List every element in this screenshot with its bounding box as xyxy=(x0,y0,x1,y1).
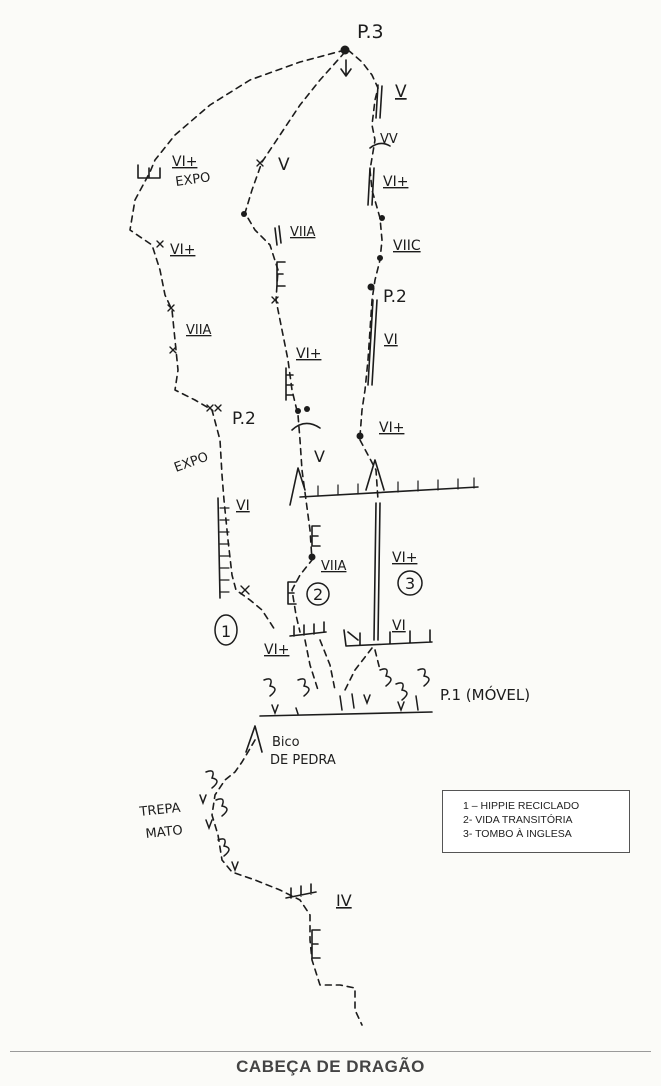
route-number-1: 1 xyxy=(221,622,232,641)
route-3-base-mark xyxy=(348,632,358,640)
route-1-crack-ticks xyxy=(220,508,229,592)
approach-ledge xyxy=(286,884,316,898)
grade-r1-b: VIIA xyxy=(186,323,212,338)
link-to-p1-c xyxy=(345,648,372,690)
bolt-dots xyxy=(241,46,385,561)
link-to-p1-d xyxy=(375,650,380,670)
grade-r3-a: VI+ xyxy=(383,174,409,190)
bolt-e-2 xyxy=(312,526,320,546)
ledge-route-3 xyxy=(344,630,432,646)
label-p3: P.3 xyxy=(357,21,384,43)
legend-item-1: 1 – HIPPIE RECICLADO xyxy=(463,800,580,812)
grade-r3-e: VI+ xyxy=(392,550,418,566)
descent-arrow xyxy=(341,60,351,76)
legend-item-3: 3- TOMBO À INGLESA xyxy=(463,828,572,840)
note-bico-2: DE PEDRA xyxy=(270,753,336,768)
main-roof-ticks xyxy=(318,478,474,496)
route-number-3: 3 xyxy=(405,574,416,593)
route-1-crack xyxy=(218,498,220,598)
route-numbers xyxy=(215,571,422,645)
main-roof-line xyxy=(300,487,478,497)
note-bico-1: Bico xyxy=(272,735,300,750)
grade-r1-a: VI+ xyxy=(170,242,196,258)
approach-path xyxy=(212,740,362,1025)
route-3-crack-a xyxy=(376,85,382,118)
ledge-routes-1-2 xyxy=(290,622,326,636)
note-expo-mid: EXPO xyxy=(172,449,211,476)
link-to-p1-a xyxy=(305,640,318,690)
link-to-p1-b xyxy=(320,640,335,690)
route-3-lower-crack xyxy=(374,503,380,640)
grade-r1-top: VI+ xyxy=(172,154,198,170)
grade-r1-c: VI xyxy=(236,498,250,514)
label-r1-p2: P.2 xyxy=(232,409,256,429)
grade-r2-b: VI+ xyxy=(296,346,322,362)
p1-ground-line xyxy=(260,712,432,716)
grade-r3-f: VI xyxy=(392,618,406,634)
page-title: CABEÇA DE DRAGÃO xyxy=(236,1057,425,1076)
route-2-roof xyxy=(292,423,320,430)
note-expo-top: EXPO xyxy=(174,170,212,190)
grade-r3-b: VIIC xyxy=(393,238,421,254)
footer-divider xyxy=(10,1051,651,1052)
label-p1: P.1 (MÓVEL) xyxy=(440,686,531,704)
grade-r2-a: VIIA xyxy=(290,225,316,240)
grade-r2-c: V xyxy=(314,447,325,466)
arete-right xyxy=(366,460,384,490)
route-3-lower-dash xyxy=(360,440,378,500)
route-2-line xyxy=(245,52,345,632)
grade-r3-vv: VV xyxy=(380,132,398,147)
route-2-crack xyxy=(275,226,281,245)
ledge-mark-e1 xyxy=(312,930,320,958)
grade-r3-c: VI xyxy=(384,332,398,348)
grade-r1-start: VI+ xyxy=(264,642,290,658)
note-trepa-1: TREPA xyxy=(138,800,182,820)
note-trepa-2: MATO xyxy=(144,823,184,842)
route-legend xyxy=(442,790,630,853)
route-number-2: 2 xyxy=(313,585,324,604)
bolt-e-1 xyxy=(277,262,285,286)
grade-r2-d: VIIA xyxy=(321,559,347,574)
route-1-ledge xyxy=(138,165,160,178)
label-r3-p2: P.2 xyxy=(383,287,407,307)
bico-de-pedra-spike xyxy=(246,726,262,752)
grade-r2-top: V xyxy=(278,155,290,175)
grade-r3-top: V xyxy=(395,82,407,102)
piton-markers xyxy=(157,160,278,594)
grade-r3-d: VI+ xyxy=(379,420,405,436)
grade-approach: IV xyxy=(336,891,352,910)
vegetation-marks xyxy=(200,669,429,870)
legend-item-2: 2- VIDA TRANSITÓRIA xyxy=(463,814,573,826)
